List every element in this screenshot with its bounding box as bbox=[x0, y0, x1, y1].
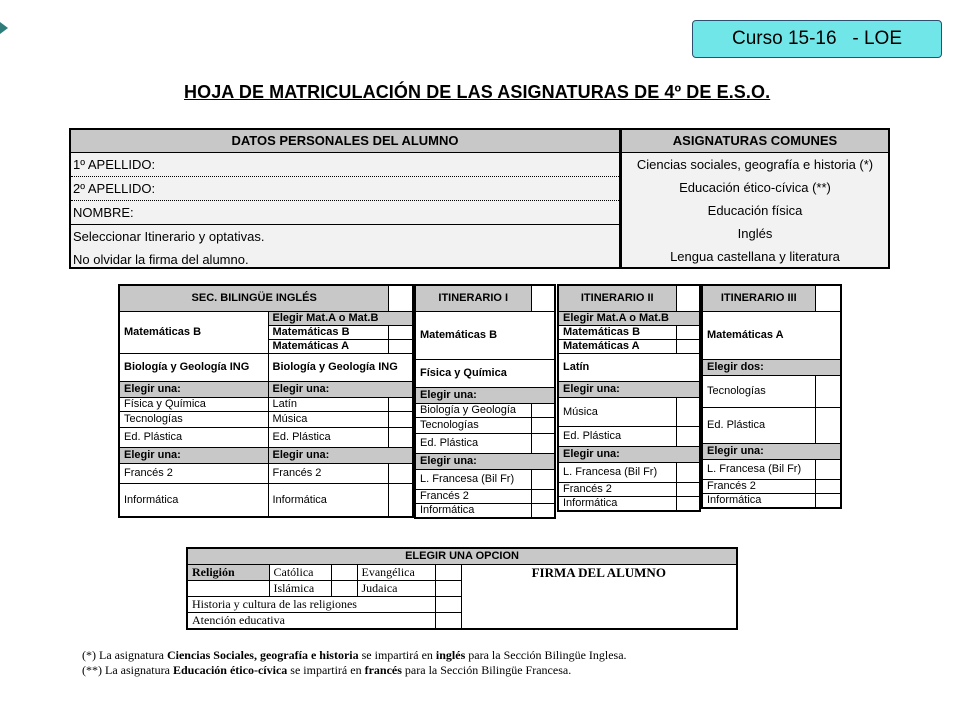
itinerary-2-mat-b: Matemáticas B bbox=[558, 325, 676, 339]
option-evangelica: Evangélica bbox=[357, 565, 435, 581]
checkbox[interactable] bbox=[676, 496, 700, 511]
checkbox[interactable] bbox=[815, 479, 841, 493]
itinerary-3-header: ITINERARIO III bbox=[702, 285, 815, 311]
checkbox[interactable] bbox=[389, 285, 413, 311]
page-title: HOJA DE MATRICULACIÓN DE LAS ASIGNATURAS DE 4º DE E.S.O. bbox=[184, 82, 771, 102]
itinerary-3-lang: Informática bbox=[702, 493, 815, 508]
footnote-bold: francés bbox=[364, 663, 402, 677]
bilingual-french: Francés 2 bbox=[119, 463, 268, 483]
itinerary-3-lang: L. Francesa (Bil Fr) bbox=[702, 459, 815, 479]
itinerary-3-option: Tecnologías bbox=[702, 375, 815, 407]
checkbox[interactable] bbox=[389, 483, 413, 517]
religion-label: Religión bbox=[187, 565, 269, 581]
bilingual-bio-right: Biología y Geología ING bbox=[268, 353, 413, 381]
itinerary-2-latin: Latín bbox=[558, 353, 700, 381]
common-subject-item: Educación ético-cívica (**) bbox=[679, 180, 831, 195]
bilingual-choose-one-left: Elegir una: bbox=[119, 381, 268, 397]
bilingual-section-table bbox=[118, 284, 414, 518]
itinerary-1-choose-one: Elegir una: bbox=[415, 453, 555, 469]
footnote-text: se impartirá en bbox=[287, 663, 365, 677]
itinerary-1-lang: L. Francesa (Bil Fr) bbox=[415, 469, 531, 489]
bilingual-bio-left: Biología y Geología ING bbox=[119, 353, 268, 381]
checkbox[interactable] bbox=[531, 417, 555, 433]
common-subject-item: Ciencias sociales, geografía e historia (*) bbox=[636, 157, 874, 172]
option-historia: Historia y cultura de las religiones bbox=[187, 597, 435, 613]
footnote-text: (*) La asignatura bbox=[82, 648, 167, 662]
footnote-bold: Educación ético-cívica bbox=[172, 663, 288, 677]
checkbox[interactable] bbox=[676, 397, 700, 426]
itinerary-2-choose-one: Elegir una: bbox=[558, 446, 700, 462]
bilingual-math: Matemáticas B bbox=[119, 311, 268, 353]
checkbox[interactable] bbox=[435, 581, 461, 597]
checkbox[interactable] bbox=[676, 325, 700, 339]
itinerary-2-option: Ed. Plástica bbox=[558, 426, 676, 446]
itinerary-1-option: Ed. Plástica bbox=[415, 433, 531, 453]
bilingual-option: Ed. Plástica bbox=[119, 427, 268, 447]
common-subject-item: Lengua castellana y literatura bbox=[670, 249, 840, 264]
itinerary-3-math: Matemáticas A bbox=[702, 311, 841, 359]
itinerary-2-lang: L. Francesa (Bil Fr) bbox=[558, 462, 676, 482]
note-signature: No olvidar la firma del alumno. bbox=[73, 252, 249, 267]
checkbox[interactable] bbox=[815, 375, 841, 407]
checkbox[interactable] bbox=[531, 503, 555, 518]
personal-data-header: DATOS PERSONALES DEL ALUMNO bbox=[71, 130, 619, 153]
option-islamica: Islámica bbox=[269, 581, 331, 597]
itinerary-3-lang: Francés 2 bbox=[702, 479, 815, 493]
corner-arrow-icon bbox=[0, 22, 8, 34]
checkbox[interactable] bbox=[389, 325, 413, 339]
checkbox[interactable] bbox=[331, 565, 357, 581]
checkbox[interactable] bbox=[676, 285, 700, 311]
checkbox[interactable] bbox=[815, 459, 841, 479]
itinerary-1-math: Matemáticas B bbox=[415, 311, 555, 359]
footnote-bold: Ciencias Sociales, geografía e historia bbox=[166, 648, 359, 662]
footnote-text: para la Sección Bilingüe Francesa. bbox=[401, 663, 572, 677]
bilingual-option: Física y Química bbox=[119, 397, 268, 411]
checkbox[interactable] bbox=[676, 482, 700, 496]
checkbox[interactable] bbox=[389, 463, 413, 483]
name-field[interactable]: NOMBRE: bbox=[71, 201, 619, 225]
bilingual-choose-math: Elegir Mat.A o Mat.B bbox=[268, 311, 413, 325]
checkbox[interactable] bbox=[815, 493, 841, 508]
personal-data-section bbox=[69, 128, 621, 269]
bilingual-option: Tecnologías bbox=[119, 411, 268, 427]
itinerary-2-choose-math: Elegir Mat.A o Mat.B bbox=[558, 311, 700, 325]
option-atencion: Atención educativa bbox=[187, 613, 435, 630]
checkbox[interactable] bbox=[531, 489, 555, 503]
checkbox[interactable] bbox=[531, 285, 555, 311]
bilingual-choose-one-right: Elegir una: bbox=[268, 447, 413, 463]
bilingual-mat-a: Matemáticas A bbox=[268, 339, 389, 353]
itinerary-2-lang: Francés 2 bbox=[558, 482, 676, 496]
checkbox[interactable] bbox=[389, 411, 413, 427]
checkbox[interactable] bbox=[389, 427, 413, 447]
footnote-text: (**) La asignatura bbox=[82, 663, 173, 677]
checkbox[interactable] bbox=[389, 339, 413, 353]
option-catolica: Católica bbox=[269, 565, 331, 581]
bilingual-mat-b: Matemáticas B bbox=[268, 325, 389, 339]
bilingual-choose-one-left: Elegir una: bbox=[119, 447, 268, 463]
footnote-text: para la Sección Bilingüe Inglesa. bbox=[465, 648, 627, 662]
itinerary-3-table bbox=[701, 284, 842, 509]
surname2-field[interactable]: 2º APELLIDO: bbox=[71, 177, 619, 201]
note-select-itinerary: Seleccionar Itinerario y optativas. bbox=[73, 229, 265, 244]
itinerary-1-physics: Física y Química bbox=[415, 359, 555, 387]
checkbox[interactable] bbox=[676, 462, 700, 482]
surname1-field[interactable]: 1º APELLIDO: bbox=[71, 153, 619, 177]
checkbox[interactable] bbox=[815, 407, 841, 443]
blank-cell bbox=[187, 581, 269, 597]
option-judaica: Judaica bbox=[357, 581, 435, 597]
common-subjects-section bbox=[620, 128, 890, 269]
itinerary-2-header: ITINERARIO II bbox=[558, 285, 676, 311]
bilingual-informatics: Informática bbox=[119, 483, 268, 517]
checkbox[interactable] bbox=[435, 565, 461, 581]
itinerary-1-option: Biología y Geología bbox=[415, 403, 531, 417]
itinerary-2-choose-one: Elegir una: bbox=[558, 381, 700, 397]
itinerary-3-option: Ed. Plástica bbox=[702, 407, 815, 443]
itinerary-1-option: Tecnologías bbox=[415, 417, 531, 433]
itinerary-1-lang: Informática bbox=[415, 503, 531, 518]
itinerary-2-table bbox=[557, 284, 701, 512]
checkbox[interactable] bbox=[389, 397, 413, 411]
bilingual-option: Latín bbox=[268, 397, 389, 411]
bilingual-option: Ed. Plástica bbox=[268, 427, 389, 447]
itinerary-2-lang: Informática bbox=[558, 496, 676, 511]
itinerary-1-choose-one: Elegir una: bbox=[415, 387, 555, 403]
checkbox[interactable] bbox=[676, 426, 700, 446]
checkbox[interactable] bbox=[331, 581, 357, 597]
checkbox[interactable] bbox=[531, 433, 555, 453]
bilingual-informatics: Informática bbox=[268, 483, 389, 517]
student-signature-box[interactable]: FIRMA DEL ALUMNO bbox=[461, 565, 737, 630]
footnote-1 bbox=[82, 648, 627, 663]
checkbox[interactable] bbox=[435, 613, 461, 630]
common-subjects-header: ASIGNATURAS COMUNES bbox=[622, 130, 888, 153]
checkbox[interactable] bbox=[531, 469, 555, 489]
itinerary-1-header: ITINERARIO I bbox=[415, 285, 531, 311]
itinerary-3-choose-one: Elegir una: bbox=[702, 443, 841, 459]
option-header: ELEGIR UNA OPCION bbox=[187, 548, 737, 565]
checkbox[interactable] bbox=[815, 285, 841, 311]
common-subject-item: Inglés bbox=[737, 226, 773, 241]
checkbox[interactable] bbox=[531, 403, 555, 417]
bilingual-option: Música bbox=[268, 411, 389, 427]
option-table bbox=[186, 547, 738, 630]
footnote-text: se impartirá en bbox=[358, 648, 436, 662]
footnote-bold: inglés bbox=[435, 648, 466, 662]
itinerary-2-mat-a: Matemáticas A bbox=[558, 339, 676, 353]
checkbox[interactable] bbox=[676, 339, 700, 353]
itinerary-3-choose-two: Elegir dos: bbox=[702, 359, 841, 375]
itinerary-1-lang: Francés 2 bbox=[415, 489, 531, 503]
common-subject-item: Educación física bbox=[707, 203, 803, 218]
bilingual-french: Francés 2 bbox=[268, 463, 389, 483]
itinerary-2-option: Música bbox=[558, 397, 676, 426]
course-label: Curso 15-16 - LOE bbox=[692, 20, 942, 58]
bilingual-header: SEC. BILINGÜE INGLÉS bbox=[119, 285, 389, 311]
itinerary-1-table bbox=[414, 284, 556, 519]
footnote-2 bbox=[82, 663, 571, 678]
checkbox[interactable] bbox=[435, 597, 461, 613]
bilingual-choose-one-right: Elegir una: bbox=[268, 381, 413, 397]
